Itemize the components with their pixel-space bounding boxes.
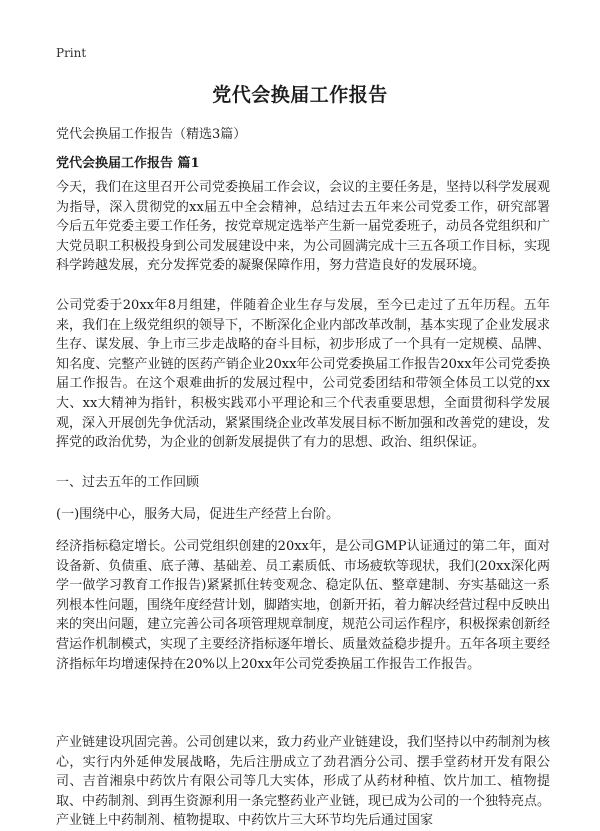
document-subtitle: 党代会换届工作报告（精选3篇） [56, 127, 247, 142]
section-heading: 党代会换届工作报告 篇1 [56, 156, 200, 171]
subheading-focus: (一)围绕中心，服务大局，促进生产经营上台阶。 [56, 507, 340, 522]
print-label: Print [56, 46, 87, 60]
heading-review: 一、过去五年的工作回顾 [56, 475, 200, 490]
document-title: 党代会换届工作报告 [212, 84, 388, 106]
paragraph-history: 公司党委于20xx年8月组建，伴随着企业生存与发展，至今已走过了五年历程。五年来，我们在上级党组织的领导下，不断深化企业内部改革改制，基本实现了企业发展求生存、谋发展、争上市三步走战略的奋斗目标，初步形成了一个具有一定规模、品牌、知名度、完整产业链的医药产销企业20xx年公司党委换届工作报告20xx年公司党委换届工作报告。在这个艰难曲折的发展过程中，公司党委团结和带领全体员工以党的xx大、xx大精神为指针，积极实践邓小平理论和三个代表重要思想，全面贯彻科学发展观，深入开展创先争优活动，紧紧围绕企业改革发展目标不断加强和改善党的建设，发挥党的政治优势，为企业的创新发展提供了有力的思想、政治、组织保证。 [56, 298, 551, 451]
paragraph-industry-chain: 产业链建设巩固完善。公司创建以来，致力药业产业链建设，我们坚持以中药制剂为核心，实行内外延伸发展战略，先后注册成立了劲君酒分公司、摆手堂药材开发有限公司、吉首湘泉中药饮片有限公司等几大实体，形成了从药材种植、饮片加工、植物提取、中药制剂、到再生资源利用一条完整药业产业链，现已成为公司的一个独特亮点。产业链上中药制剂、植物提取、中药饮片三大环节均先后通过国家 [56, 735, 551, 829]
paragraph-economic-indicators: 经济指标稳定增长。公司党组织创建的20xx年，是公司GMP认证通过的第二年，面对设备新、负债重、底子薄、基础差、员工素质低、市场疲软等现状，我们(20xx深化两学一做学习教育工作报告)紧紧抓住转变观念、稳定队伍、整章建制、夯实基础这一系列根本性问题，围绕年度经营计划，脚踏实地，创新开拓，着力解决经营过程中反映出来的突出问题，建立完善公司各项管理规章制度，规范公司运作程序，积极探索创新经营运作机制模式，实现了主要经济指标逐年增长、质量效益稳步提升。五年各项主要经济指标年均增速保持在20%以上20xx年公司党委换届工作报告工作报告。 [56, 539, 551, 672]
paragraph-intro: 今天，我们在这里召开公司党委换届工作会议，会议的主要任务是，坚持以科学发展观为指导，深入贯彻党的xx届五中全会精神，总结过去五年来公司党委工作，研究部署今后五年党委主要工作任务，按党章规定选举产生新一届党委班子，动员各党组织和广大党员职工积极投身到公司发展建设中来，为公司圆满完成十三五各项工作目标，实现科学跨越发展，充分发挥党委的凝聚保障作用，努力营造良好的发展环境。 [56, 180, 551, 274]
